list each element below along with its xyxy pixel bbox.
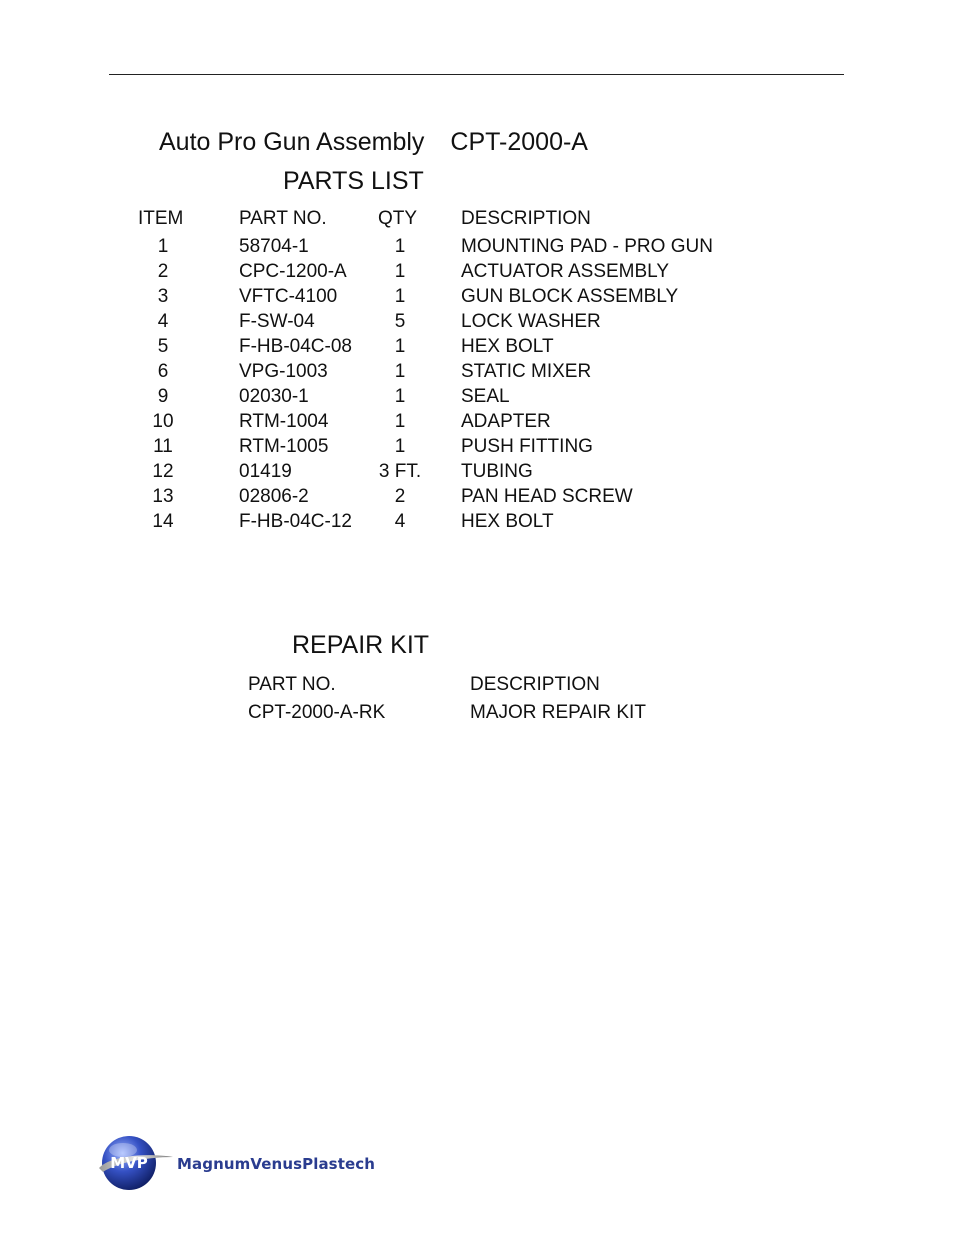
column-header-description: DESCRIPTION bbox=[470, 674, 600, 695]
part-number: VFTC-4100 bbox=[239, 286, 338, 307]
item-number: 11 bbox=[153, 436, 173, 457]
item-number: 10 bbox=[152, 411, 174, 432]
description: MOUNTING PAD - PRO GUN bbox=[461, 236, 713, 257]
item-number: 3 bbox=[157, 286, 169, 307]
description: HEX BOLT bbox=[461, 336, 554, 357]
description: MAJOR REPAIR KIT bbox=[470, 702, 646, 723]
mvp-globe-icon bbox=[97, 1133, 179, 1195]
column-header-item: ITEM bbox=[138, 208, 184, 229]
quantity: 1 bbox=[394, 236, 406, 257]
logo-badge-text: MVP bbox=[110, 1154, 148, 1172]
item-number: 4 bbox=[157, 311, 169, 332]
description: TUBING bbox=[461, 461, 533, 482]
company-name: MagnumVenusPlastech bbox=[177, 1155, 376, 1173]
quantity: 2 bbox=[394, 486, 406, 507]
part-number: 58704-1 bbox=[239, 236, 309, 257]
description: SEAL bbox=[461, 386, 510, 407]
part-number: F-SW-04 bbox=[239, 311, 315, 332]
column-header-description: DESCRIPTION bbox=[461, 208, 591, 229]
company-logo bbox=[97, 1133, 387, 1195]
part-number: CPT-2000-A-RK bbox=[248, 702, 386, 723]
part-number: CPC-1200-A bbox=[239, 261, 347, 282]
quantity: 1 bbox=[394, 261, 406, 282]
quantity: 1 bbox=[394, 436, 406, 457]
quantity: 3 FT. bbox=[378, 461, 422, 482]
item-number: 5 bbox=[157, 336, 169, 357]
part-number: 01419 bbox=[239, 461, 292, 482]
document-title bbox=[159, 130, 588, 155]
part-number: 02806-2 bbox=[239, 486, 309, 507]
description: GUN BLOCK ASSEMBLY bbox=[461, 286, 679, 307]
parts-list-heading: PARTS LIST bbox=[283, 167, 424, 195]
description: LOCK WASHER bbox=[461, 311, 601, 332]
assembly-title: Auto Pro Gun Assembly bbox=[159, 128, 425, 156]
item-number: 6 bbox=[157, 361, 169, 382]
item-number: 12 bbox=[152, 461, 174, 482]
item-number: 14 bbox=[152, 511, 174, 532]
part-number: VPG-1003 bbox=[239, 361, 328, 382]
header-rule bbox=[109, 74, 844, 75]
quantity: 1 bbox=[394, 286, 406, 307]
item-number: 9 bbox=[157, 386, 169, 407]
assembly-number: CPT-2000-A bbox=[450, 128, 588, 156]
part-number: F-HB-04C-12 bbox=[239, 511, 352, 532]
description: PUSH FITTING bbox=[461, 436, 593, 457]
column-header-qty: QTY bbox=[378, 208, 418, 229]
item-number: 1 bbox=[157, 236, 169, 257]
item-number: 13 bbox=[152, 486, 174, 507]
part-number: RTM-1005 bbox=[239, 436, 329, 457]
description: ACTUATOR ASSEMBLY bbox=[461, 261, 669, 282]
quantity: 5 bbox=[394, 311, 406, 332]
quantity: 4 bbox=[394, 511, 406, 532]
quantity: 1 bbox=[394, 361, 406, 382]
description: ADAPTER bbox=[461, 411, 551, 432]
part-number: RTM-1004 bbox=[239, 411, 329, 432]
part-number: F-HB-04C-08 bbox=[239, 336, 352, 357]
column-header-part-no: PART NO. bbox=[239, 208, 327, 229]
quantity: 1 bbox=[394, 336, 406, 357]
quantity: 1 bbox=[394, 411, 406, 432]
description: STATIC MIXER bbox=[461, 361, 592, 382]
description: HEX BOLT bbox=[461, 511, 554, 532]
part-number: 02030-1 bbox=[239, 386, 309, 407]
repair-kit-heading: REPAIR KIT bbox=[292, 631, 430, 659]
quantity: 1 bbox=[394, 386, 406, 407]
column-header-part-no: PART NO. bbox=[248, 674, 336, 695]
description: PAN HEAD SCREW bbox=[461, 486, 633, 507]
item-number: 2 bbox=[157, 261, 169, 282]
